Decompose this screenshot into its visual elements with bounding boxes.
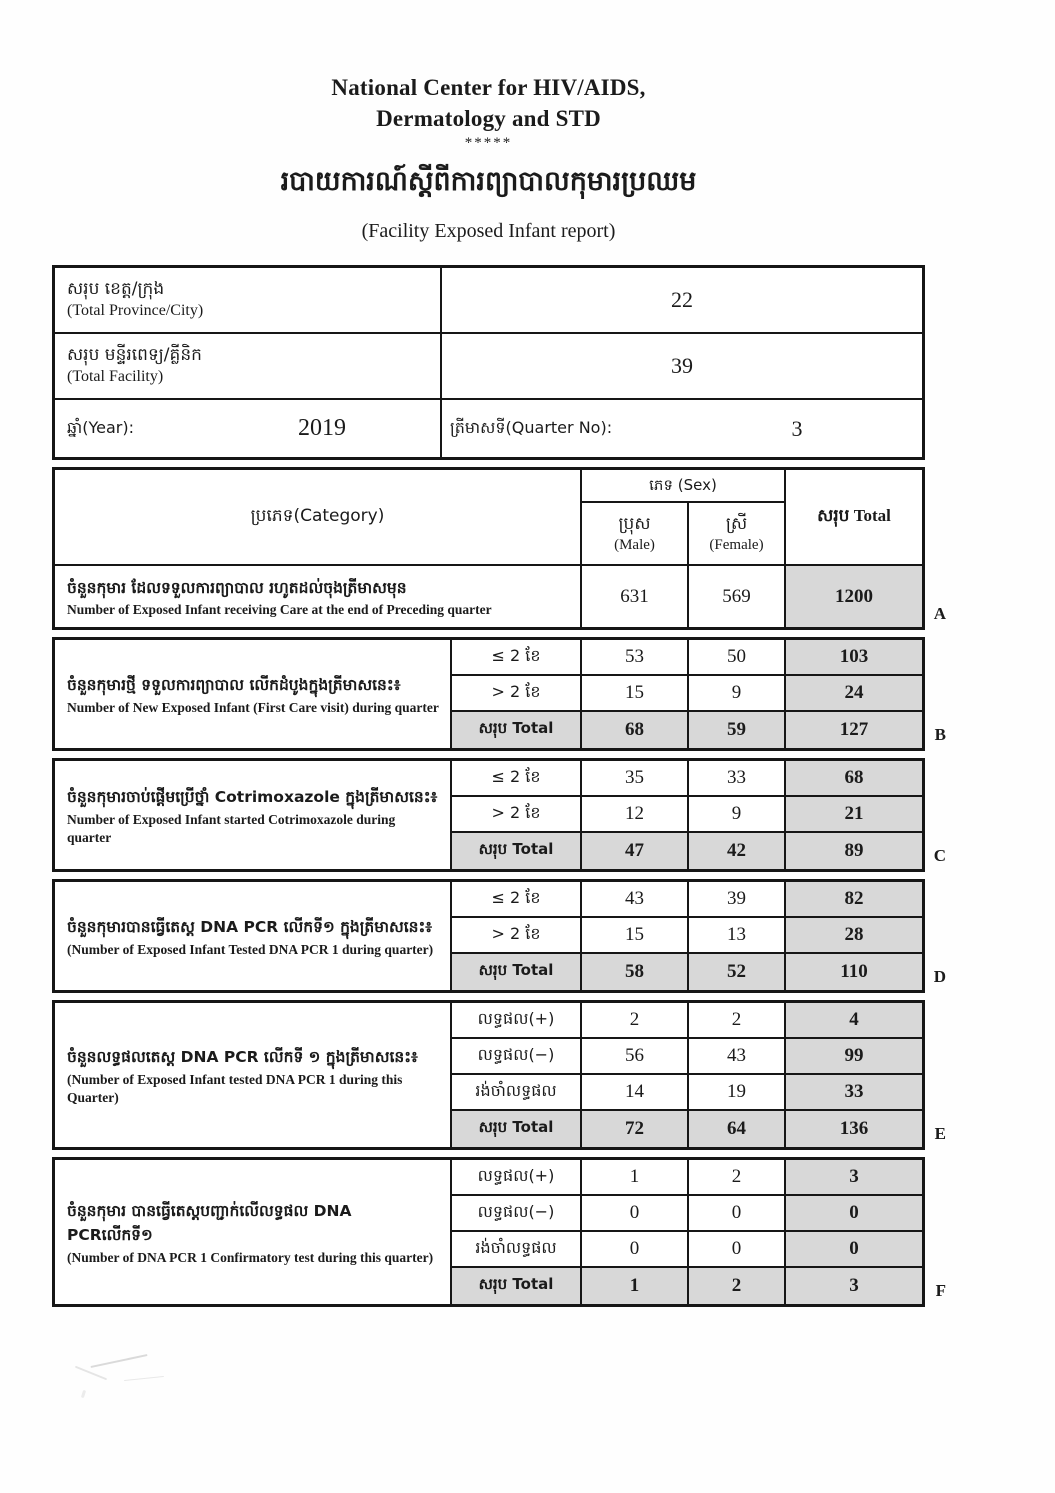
female-value: 13 (689, 918, 786, 952)
total-value: 24 (786, 676, 922, 710)
female-value: 9 (689, 676, 786, 710)
table-row (452, 1039, 922, 1075)
section-c-label-khmer: ចំនួនកុមារចាប់ផ្តើមប្រើថ្នាំ Cotrimoxazole ក្នុងត្រីមាសនេះ៖ (67, 787, 438, 806)
report-subtitle-english: (Facility Exposed Infant report) (361, 220, 616, 243)
document-header (52, 0, 925, 243)
row-label: > 2 ខែ (452, 797, 582, 831)
table-row (55, 566, 922, 627)
total-facility-value: 39 (671, 353, 693, 379)
pencil-smudge (72, 1352, 192, 1400)
female-value: 0 (689, 1232, 786, 1266)
section-a-label-english: Number of Exposed Infant receiving Care at the end of Preceding quarter (67, 602, 492, 618)
row-label: រង់ចាំលទ្ធផល (452, 1232, 582, 1266)
section-e-category (55, 1003, 452, 1147)
female-header-khmer: ស្រី (725, 514, 748, 535)
main-table-header-row (55, 470, 922, 566)
table-row-total (452, 712, 922, 748)
quarter-cell (442, 400, 922, 457)
section-c-category (55, 761, 452, 869)
female-value: 42 (689, 833, 786, 869)
female-value: 2 (689, 1268, 786, 1304)
section-d-label-khmer: ចំនួនកុមារបានធ្វើតេស្ត DNA PCR លើកទី១ ក្នុងត្រីមាសនេះ៖ (67, 918, 433, 937)
female-value: 59 (689, 712, 786, 748)
section-b-category (55, 640, 452, 748)
year-value: 2019 (297, 415, 346, 442)
row-label: ≤ 2 ខែ (452, 761, 582, 795)
male-value: 68 (582, 712, 689, 748)
quarter-label: ត្រីមាសទី(Quarter No): (450, 417, 613, 437)
row-label: សរុប Total (452, 712, 582, 748)
female-value: 52 (689, 954, 786, 990)
male-header-english: (Male) (614, 536, 655, 553)
total-value: 127 (786, 712, 922, 748)
section-f (52, 1157, 946, 1307)
row-label: រង់ចាំលទ្ធផល (452, 1075, 582, 1109)
total-province-label-khmer: សរុប ខេត្ត/ក្រុង (67, 279, 165, 300)
total-value: 4 (786, 1003, 922, 1037)
total-value: 103 (786, 640, 922, 674)
total-column-header: សរុប Total (817, 505, 891, 525)
main-table-header-block (52, 467, 946, 630)
table-row (452, 918, 922, 954)
section-b (52, 637, 946, 751)
total-value: 0 (786, 1196, 922, 1230)
female-header-english: (Female) (709, 536, 764, 553)
section-e (52, 1000, 946, 1150)
female-column-header (689, 503, 786, 564)
row-label: សរុប Total (452, 954, 582, 990)
female-value: 9 (689, 797, 786, 831)
section-marker-c: C (933, 846, 946, 866)
total-value: 110 (786, 954, 922, 990)
total-value: 99 (786, 1039, 922, 1073)
total-value: 136 (786, 1111, 922, 1147)
quarter-value: 3 (791, 415, 803, 441)
male-value: 12 (582, 797, 689, 831)
total-province-label (55, 268, 442, 332)
male-value: 0 (582, 1232, 689, 1266)
section-marker-f: F (935, 1281, 946, 1301)
total-value: 0 (786, 1232, 922, 1266)
total-province-label-english: (Total Province/City) (67, 302, 204, 320)
male-value: 15 (582, 918, 689, 952)
male-value: 14 (582, 1075, 689, 1109)
section-d-label-english: (Number of Exposed Infant Tested DNA PCR 1 during quarter) (67, 941, 434, 957)
female-value: 2 (689, 1160, 786, 1194)
total-value: 82 (786, 882, 922, 916)
total-facility-label-khmer: សរុប មន្ទីរពេទ្យ/គ្លីនិក (67, 345, 202, 366)
total-value: 28 (786, 918, 922, 952)
section-marker-e: E (934, 1124, 946, 1144)
report-page (52, 0, 946, 1307)
total-value: 1200 (786, 566, 922, 627)
table-row-total (452, 833, 922, 869)
female-value: 0 (689, 1196, 786, 1230)
section-f-category (55, 1160, 452, 1304)
female-value: 19 (689, 1075, 786, 1109)
table-row (452, 1232, 922, 1268)
section-marker-d: D (933, 967, 946, 987)
male-value: 47 (582, 833, 689, 869)
section-d (52, 879, 946, 993)
table-row (452, 1196, 922, 1232)
male-value: 0 (582, 1196, 689, 1230)
row-label: ≤ 2 ខែ (452, 640, 582, 674)
org-name-line1: National Center for HIV/AIDS, (331, 75, 646, 100)
year-label: ឆ្នាំ(Year): (67, 417, 134, 437)
row-label: សរុប Total (452, 1268, 582, 1304)
total-facility-label (55, 334, 442, 398)
row-label: ≤ 2 ខែ (452, 882, 582, 916)
female-value: 50 (689, 640, 786, 674)
female-value: 39 (689, 882, 786, 916)
summary-info-table (52, 265, 925, 460)
female-value: 33 (689, 761, 786, 795)
section-f-label-khmer: ចំនួនកុមារ បានធ្វើតេស្តបញ្ជាក់លើលទ្ធផល DNA PCRលើកទី១ (67, 1201, 352, 1245)
row-label: លទ្ធផល(+) (452, 1160, 582, 1194)
row-label: សរុប Total (452, 833, 582, 869)
male-value: 1 (582, 1160, 689, 1194)
org-name-line2: Dermatology and STD (376, 106, 601, 132)
table-row (452, 761, 922, 797)
table-row (452, 797, 922, 833)
table-row-total (452, 954, 922, 990)
row-label: សរុប Total (452, 1111, 582, 1147)
male-header-khmer: ប្រុស (618, 514, 651, 535)
total-facility-label-english: (Total Facility) (67, 368, 164, 386)
sex-column-group (582, 470, 786, 564)
male-value: 35 (582, 761, 689, 795)
table-row (452, 676, 922, 712)
total-value: 33 (786, 1075, 922, 1109)
report-title-khmer: របាយការណ៍ស្តីពីការព្យាបាលកុមារប្រឈម (280, 166, 697, 198)
star-divider: ***** (464, 135, 513, 152)
total-province-value: 22 (671, 287, 693, 313)
table-row-total (452, 1111, 922, 1147)
section-c-label-english: Number of Exposed Infant started Cotrimoxazole during quarter (67, 811, 396, 845)
section-d-category (55, 882, 452, 990)
table-row (452, 882, 922, 918)
table-row-total (452, 1268, 922, 1304)
male-value: 631 (582, 566, 689, 627)
section-a-label-khmer: ចំនួនកុមារ ដែលទទួលការព្យាបាល រហូតដល់ចុងត្រីមាសមុន (67, 578, 407, 597)
total-value: 3 (786, 1160, 922, 1194)
male-value: 72 (582, 1111, 689, 1147)
section-a-category (55, 566, 582, 627)
section-e-label-khmer: ចំនួនលទ្ធផលតេស្ត DNA PCR លើកទី ១ ក្នុងត្រីមាសនេះ៖ (67, 1047, 418, 1066)
section-b-label-english: Number of New Exposed Infant (First Care visit) during quarter (67, 699, 439, 715)
table-row (55, 400, 922, 457)
sex-group-header: ភេទ (Sex) (582, 470, 786, 503)
section-marker-b: B (934, 725, 946, 745)
female-value: 2 (689, 1003, 786, 1037)
table-row (55, 334, 922, 400)
male-value: 43 (582, 882, 689, 916)
row-label: លទ្ធផល(+) (452, 1003, 582, 1037)
total-value: 89 (786, 833, 922, 869)
year-cell (55, 400, 442, 457)
male-column-header (582, 503, 689, 564)
total-value: 68 (786, 761, 922, 795)
row-label: លទ្ធផល(−) (452, 1039, 582, 1073)
row-label: លទ្ធផល(−) (452, 1196, 582, 1230)
female-value: 64 (689, 1111, 786, 1147)
table-row (452, 1003, 922, 1039)
male-value: 2 (582, 1003, 689, 1037)
section-marker-a: A (933, 604, 946, 624)
table-row (452, 640, 922, 676)
female-value: 43 (689, 1039, 786, 1073)
table-row (55, 268, 922, 334)
section-f-label-english: (Number of DNA PCR 1 Confirmatory test during this quarter) (67, 1250, 434, 1266)
category-column-header: ប្រភេទ(Category) (55, 470, 582, 564)
male-value: 53 (582, 640, 689, 674)
row-label: > 2 ខែ (452, 676, 582, 710)
male-value: 15 (582, 676, 689, 710)
section-b-label-khmer: ចំនួនកុមារថ្មី ទទួលការព្យាបាល លើកដំបូងក្នុងត្រីមាសនេះ៖ (67, 676, 401, 695)
row-label: > 2 ខែ (452, 918, 582, 952)
section-e-label-english: (Number of Exposed Infant tested DNA PCR 1 during this Quarter) (67, 1071, 403, 1105)
male-value: 1 (582, 1268, 689, 1304)
male-value: 56 (582, 1039, 689, 1073)
female-value: 569 (689, 566, 786, 627)
total-value: 3 (786, 1268, 922, 1304)
section-c (52, 758, 946, 872)
table-row (452, 1160, 922, 1196)
table-row (452, 1075, 922, 1111)
total-value: 21 (786, 797, 922, 831)
male-value: 58 (582, 954, 689, 990)
